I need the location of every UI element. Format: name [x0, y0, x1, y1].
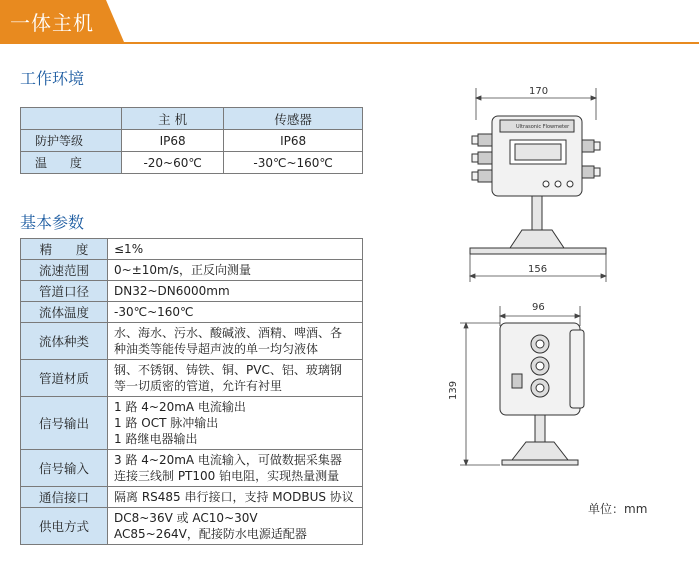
table-row	[21, 487, 363, 508]
param-value-line: 1 路继电器输出	[114, 432, 198, 446]
param-label: 管道材质	[21, 360, 108, 397]
param-value	[108, 302, 363, 323]
param-label: 信号输入	[21, 450, 108, 487]
dim-side-height: 139	[448, 380, 459, 400]
parameters-table	[20, 238, 363, 545]
table-row	[21, 508, 363, 545]
param-value-line: 等一切质密的管道，允许有衬里	[114, 379, 283, 393]
param-label: 供电方式	[21, 508, 108, 545]
param-value-line: 3 路 4~20mA 电流输入，可做数据采集器	[114, 453, 342, 467]
dim-bottom-width: 156	[528, 264, 548, 275]
env-row-sensor: -30℃~160℃	[224, 152, 363, 174]
param-value-line: 1 路 OCT 脉冲输出	[114, 416, 219, 430]
env-row-host: -20~60℃	[122, 152, 224, 174]
dim-side-width: 96	[532, 302, 545, 313]
table-row	[21, 323, 363, 360]
table-row	[21, 130, 363, 152]
table-row	[21, 239, 363, 260]
param-value-line: ≤1%	[114, 242, 144, 256]
device-label: Ultrasonic Flowmeter	[516, 124, 570, 130]
host-side-view	[500, 323, 584, 465]
table-row	[21, 302, 363, 323]
param-label: 精 度	[21, 239, 108, 260]
param-label: 流体种类	[21, 323, 108, 360]
param-value	[108, 239, 363, 260]
param-label: 流体温度	[21, 302, 108, 323]
parameters-title: 基本参数	[20, 213, 85, 232]
param-value	[108, 487, 363, 508]
env-header-blank	[21, 108, 122, 130]
param-label: 通信接口	[21, 487, 108, 508]
table-row	[21, 450, 363, 487]
table-row	[21, 260, 363, 281]
env-header-host: 主 机	[122, 108, 224, 130]
env-row-label: 温 度	[21, 152, 122, 174]
table-row	[21, 397, 363, 450]
env-row-label: 防护等级	[21, 130, 122, 152]
param-value-line: 连接三线制 PT100 铂电阻，实现热量测量	[114, 469, 340, 483]
units-label: 单位：mm	[588, 502, 648, 516]
table-row	[21, 281, 363, 302]
table-row	[21, 152, 363, 174]
env-row-sensor: IP68	[224, 130, 363, 152]
dim-top-width: 170	[529, 86, 549, 97]
host-front-view	[470, 116, 606, 254]
param-value-line: 种油类等能传导超声波的单一均匀液体	[114, 342, 319, 356]
param-value-line: -30℃~160℃	[114, 305, 194, 319]
param-value	[108, 360, 363, 397]
param-value-line: DC8~36V 或 AC10~30V	[114, 511, 258, 525]
dimension-drawing	[440, 80, 699, 500]
param-value-line: AC85~264V，配接防水电源适配器	[114, 527, 307, 541]
param-label: 管道口径	[21, 281, 108, 302]
env-row-host: IP68	[122, 130, 224, 152]
param-value-line: 水、海水、污水、酸碱液、酒精、啤酒、各	[114, 326, 343, 340]
param-value	[108, 397, 363, 450]
param-value-line: 钢、不锈钢、铸铁、铜、PVC、铝、玻璃钢	[114, 363, 342, 377]
side-dimension-height	[460, 323, 500, 465]
param-value	[108, 281, 363, 302]
header-title: 一体主机	[10, 11, 94, 35]
environment-title: 工作环境	[20, 69, 85, 88]
param-value-line: 1 路 4~20mA 电流输出	[114, 400, 246, 414]
param-value	[108, 508, 363, 545]
param-value-line: 隔离 RS485 串行接口，支持 MODBUS 协议	[114, 490, 354, 504]
environment-table	[20, 107, 363, 174]
param-label: 流速范围	[21, 260, 108, 281]
param-value-line: DN32~DN6000mm	[114, 284, 230, 298]
param-label: 信号输出	[21, 397, 108, 450]
env-header-sensor: 传感器	[224, 108, 363, 130]
param-value	[108, 323, 363, 360]
param-value	[108, 450, 363, 487]
param-value	[108, 260, 363, 281]
header-divider	[0, 42, 699, 44]
param-value-line: 0~±10m/s，正反向测量	[114, 263, 251, 277]
table-row	[21, 360, 363, 397]
